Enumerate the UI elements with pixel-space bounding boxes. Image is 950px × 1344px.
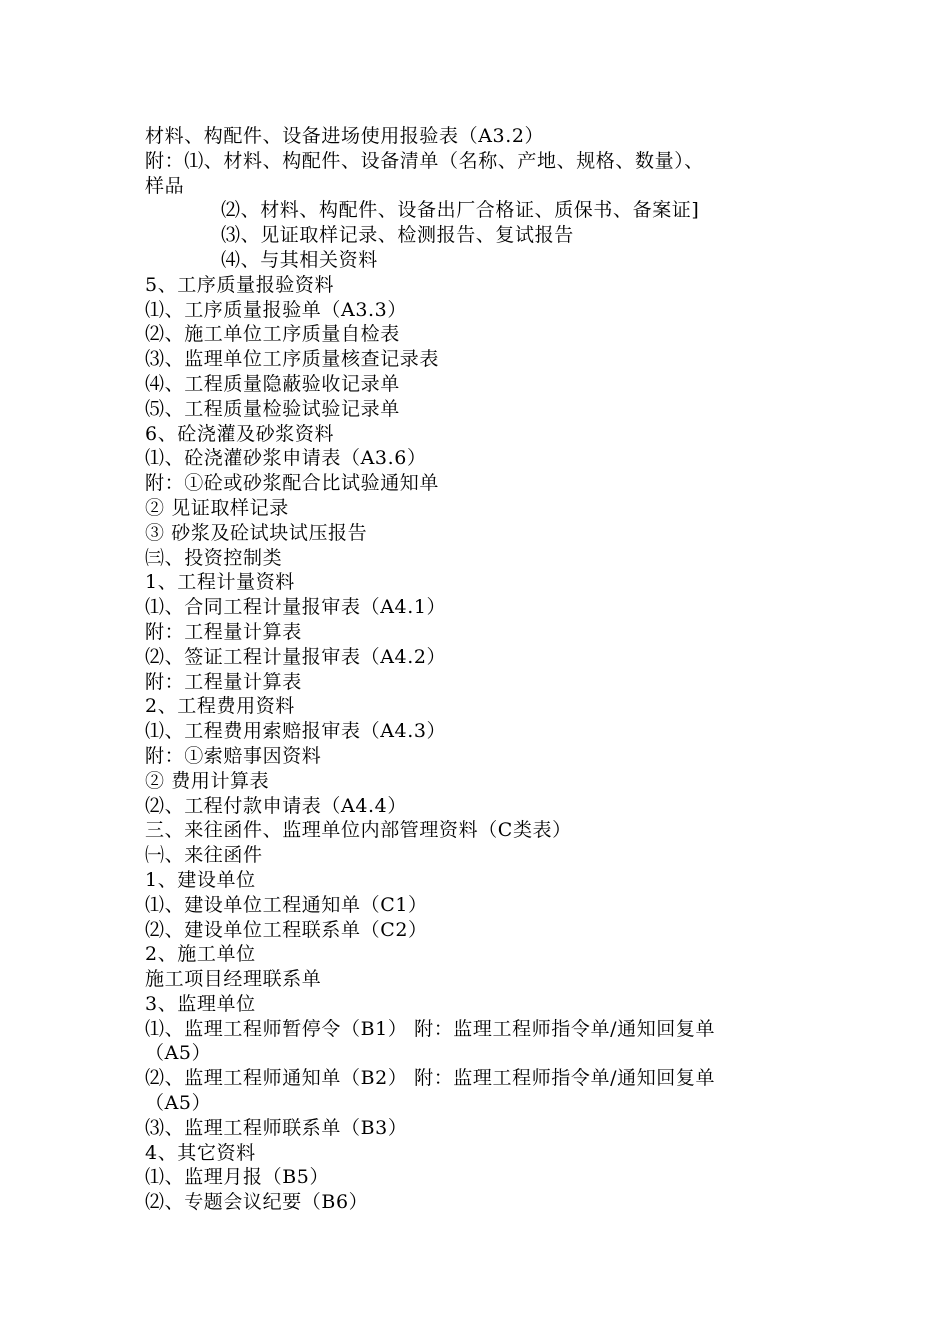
document-line: ⑸、工程质量检验试验记录单: [145, 397, 400, 420]
document-line: ⑶、见证取样记录、检测报告、复试报告: [221, 224, 574, 247]
document-line: ② 费用计算表: [145, 769, 270, 792]
document-line: ⑴、工序质量报验单（A3.3）: [145, 298, 407, 321]
document-line: 三、来往函件、监理单位内部管理资料（C类表）: [145, 819, 572, 842]
document-line: ⑷、工程质量隐蔽验收记录单: [145, 372, 400, 395]
document-line: 2、工程费用资料: [145, 695, 295, 718]
document-line: （A5）: [145, 1042, 212, 1065]
document-line: 6、砼浇灌及砂浆资料: [145, 422, 335, 445]
document-line: ⑵、专题会议纪要（B6）: [145, 1191, 369, 1214]
document-line: 5、工序质量报验资料: [145, 273, 335, 296]
document-line: ㈠、来往函件: [145, 844, 263, 867]
document-line: 附：①砼或砂浆配合比试验通知单: [145, 472, 440, 495]
document-line: 1、建设单位: [145, 868, 256, 891]
document-line: 附：⑴、材料、构配件、设备清单（名称、产地、规格、数量）、: [145, 149, 704, 172]
document-line: ⑵、工程付款申请表（A4.4）: [145, 794, 407, 817]
document-line: 附：工程量计算表: [145, 620, 302, 643]
document-line: ⑴、监理月报（B5）: [145, 1166, 330, 1189]
document-line: ⑴、合同工程计量报审表（A4.1）: [145, 596, 447, 619]
document-line: ⑴、监理工程师暂停令（B1） 附：监理工程师指令单/通知回复单: [145, 1017, 716, 1040]
document-line: ⑵、建设单位工程联系单（C2）: [145, 918, 428, 941]
document-line: 材料、构配件、设备进场使用报验表（A3.2）: [145, 125, 545, 147]
document-line: ⑵、监理工程师通知单（B2） 附：监理工程师指令单/通知回复单: [145, 1067, 716, 1090]
document-line: 附：①索赔事因资料: [145, 744, 322, 767]
document-line: ⑴、砼浇灌砂浆申请表（A3.6）: [145, 447, 427, 470]
document-line: 附：工程量计算表: [145, 670, 302, 693]
document-body: [145, 124, 805, 1215]
document-line: 2、施工单位: [145, 943, 256, 966]
document-line: ⑴、工程费用索赔报审表（A4.3）: [145, 720, 447, 743]
document-line: ⑶、监理工程师联系单（B3）: [145, 1116, 408, 1139]
document-line: ③ 砂浆及砼试块试压报告: [145, 521, 368, 544]
document-line: 施工项目经理联系单: [145, 968, 322, 991]
document-line: 样品: [145, 174, 185, 197]
document-line: （A5）: [145, 1092, 212, 1115]
document-line: ② 见证取样记录: [145, 496, 289, 519]
document-line: 4、其它资料: [145, 1141, 256, 1164]
document-line: 3、监理单位: [145, 992, 256, 1015]
document-line: ⑶、监理单位工序质量核查记录表: [145, 348, 440, 371]
document-line: ⑵、材料、构配件、设备出厂合格证、质保书、备案证]: [221, 199, 700, 222]
document-line: ⑵、施工单位工序质量自检表: [145, 323, 400, 346]
document-line: ⑴、建设单位工程通知单（C1）: [145, 893, 428, 916]
document-line: ⑵、签证工程计量报审表（A4.2）: [145, 645, 447, 668]
document-line: 1、工程计量资料: [145, 571, 295, 594]
document-line: ⑷、与其相关资料: [221, 248, 378, 271]
document-line: ㈢、投资控制类: [145, 546, 283, 569]
